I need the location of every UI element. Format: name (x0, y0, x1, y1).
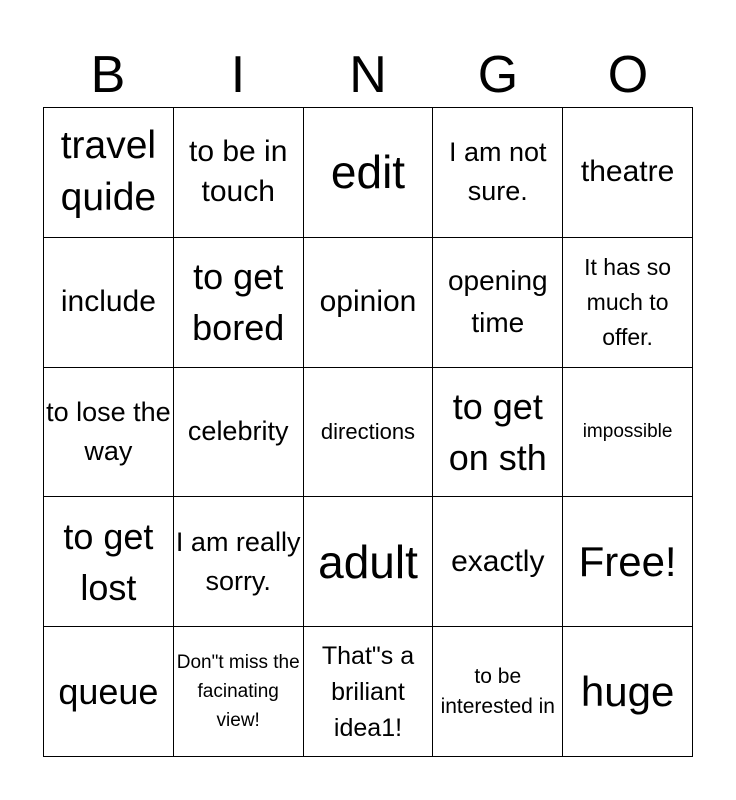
cell-text: adult (318, 535, 418, 588)
bingo-cell[interactable] (44, 368, 174, 498)
bingo-header (43, 42, 693, 108)
cell-text: to get on sth (448, 385, 547, 478)
bingo-cell[interactable] (44, 238, 174, 368)
cell-text: It has so much to offer. (584, 253, 672, 350)
cell-text: to lose the way (46, 396, 171, 466)
bingo-cell[interactable] (304, 368, 434, 498)
bingo-cell[interactable] (44, 108, 174, 238)
bingo-cell[interactable] (433, 627, 563, 757)
cell-text: to get lost (63, 515, 154, 608)
cell-text: Don"t miss the facinating view! (176, 652, 300, 732)
cell-text: exactly (451, 544, 545, 578)
cell-text: That"s a briliant idea1! (321, 641, 415, 742)
cell-text: queue (58, 671, 159, 713)
header-letter-g: G (477, 46, 519, 104)
bingo-cell[interactable] (304, 627, 434, 757)
bingo-cell[interactable] (44, 497, 174, 627)
cell-text: Free! (578, 537, 677, 585)
bingo-cell[interactable] (304, 497, 434, 627)
bingo-cell[interactable] (563, 368, 693, 498)
cell-text: opening time (447, 265, 548, 339)
cell-text: to get bored (192, 256, 285, 349)
cell-text: I am really sorry. (175, 526, 301, 596)
cell-text: travel quide (60, 124, 157, 220)
bingo-cell[interactable] (304, 238, 434, 368)
bingo-cell[interactable] (174, 238, 304, 368)
bingo-cell[interactable] (174, 108, 304, 238)
cell-text: I am not sure. (449, 137, 547, 207)
cell-text: theatre (580, 155, 675, 189)
cell-text: directions (320, 419, 416, 445)
bingo-cell[interactable] (433, 497, 563, 627)
header-letter-o: O (607, 46, 649, 104)
header-letter-i: I (230, 46, 246, 104)
bingo-cell[interactable] (563, 238, 693, 368)
cell-text: edit (330, 146, 406, 199)
cell-text: huge (580, 667, 675, 715)
bingo-cell[interactable] (44, 627, 174, 757)
cell-text: opinion (319, 285, 417, 319)
bingo-cell[interactable] (174, 368, 304, 498)
cell-text: celebrity (187, 416, 289, 447)
bingo-cell[interactable] (433, 108, 563, 238)
cell-text: to be in touch (188, 135, 288, 209)
bingo-cell[interactable] (433, 368, 563, 498)
bingo-cell[interactable] (563, 108, 693, 238)
header-letter-b: B (90, 46, 126, 104)
bingo-cell[interactable] (174, 627, 304, 757)
bingo-cell[interactable] (563, 627, 693, 757)
cell-text: include (60, 285, 156, 319)
bingo-cell[interactable] (174, 497, 304, 627)
bingo-cell[interactable] (433, 238, 563, 368)
bingo-card-grid (43, 107, 693, 757)
cell-text: to be interested in (440, 664, 555, 718)
cell-text: impossible (582, 421, 673, 443)
header-letter-n: N (349, 46, 387, 104)
bingo-cell[interactable] (563, 497, 693, 627)
bingo-cell[interactable] (304, 108, 434, 238)
